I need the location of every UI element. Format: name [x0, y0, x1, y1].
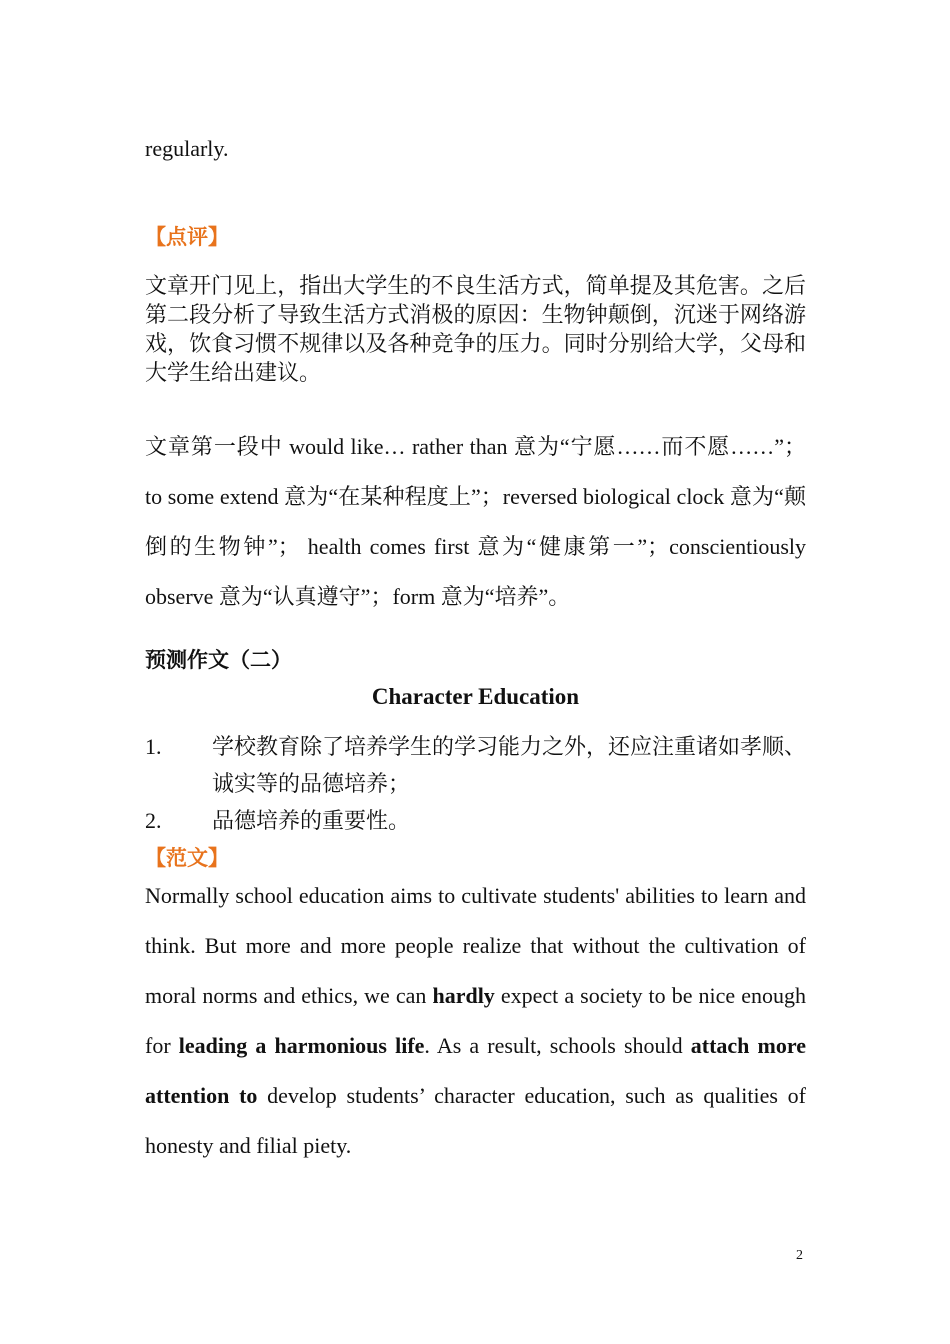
section-heading: 预测作文（二） — [145, 648, 292, 672]
list-text: 品德培养的重要性。 — [212, 808, 411, 833]
list-text: 学校教育除了培养学生的学习能力之外，还应注重诸如孝顺、诚实等的品德培养； — [212, 734, 807, 796]
vocab-paragraph: 文章第一段中 would like… rather than 意为“宁愿……而不愿……”； to some extend 意为“在某种程度上”；reversed biological clock 意为“颠倒的生物钟”； health comes first 意为“健康第一”；conscientiously observe 意为“认真遵守”；form 意为“培养”。 — [145, 434, 806, 609]
essay-bold-phrase: leading a harmonious life — [178, 1033, 425, 1058]
essay-text: expect a society to be nice enough for — [145, 983, 807, 1058]
essay-bold-phrase: hardly — [432, 983, 495, 1008]
essay-title: Character Education — [371, 684, 580, 709]
list-number: 1. — [145, 734, 162, 759]
essay-text: . As a result, schools should — [424, 1033, 691, 1058]
essay-text: Normally school education aims to cultivate students' abilities to learn and think. But more and more people realize that without the cultivation of moral norms and ethics, we can — [145, 883, 806, 1008]
list-number: 2. — [145, 808, 162, 833]
list-item — [145, 802, 806, 839]
model-essay-paragraph — [145, 871, 806, 1171]
list-item — [145, 728, 806, 802]
essay-text: develop students’ character education, such as qualities of honesty and filial piety. — [145, 1083, 806, 1158]
page-number: 2 — [796, 1248, 803, 1263]
review-paragraph: 文章开门见上，指出大学生的不良生活方式，简单提及其危害。之后第二段分析了导致生活方式消极的原因：生物钟颠倒，沉迷于网络游戏，饮食习惯不规律以及各种竞争的压力。同时分别给大学，父母和大学生给出建议。 — [145, 273, 806, 385]
review-heading: 【点评】 — [145, 225, 229, 249]
model-heading: 【范文】 — [145, 846, 229, 870]
essay-bold-phrase: attach more attention to — [145, 1033, 806, 1108]
continuation-line: regularly. — [145, 136, 229, 161]
